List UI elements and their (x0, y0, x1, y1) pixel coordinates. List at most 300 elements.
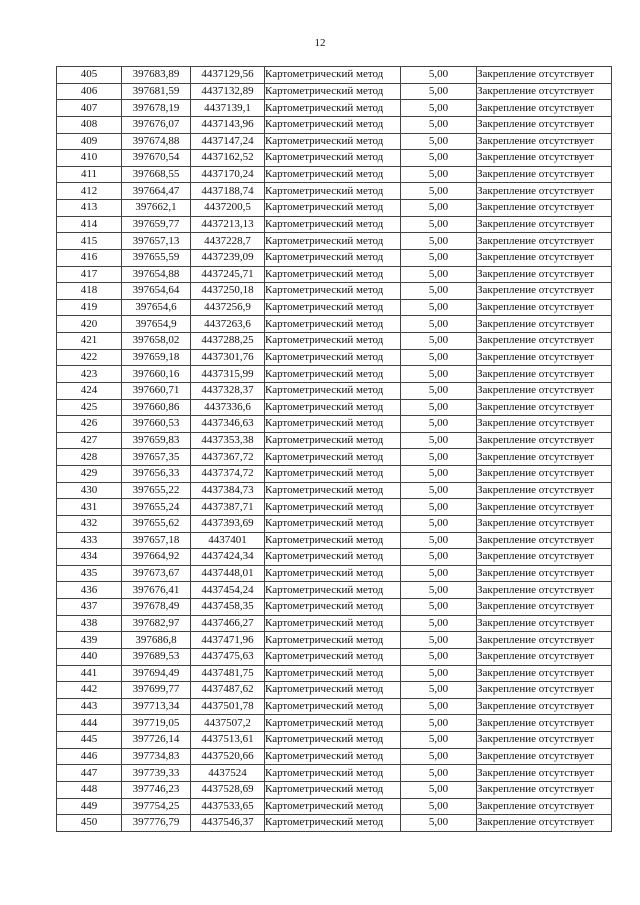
point-number-cell: 414 (57, 216, 122, 233)
table-row (57, 382, 612, 399)
fixation-cell: Закрепление отсутствует (477, 133, 612, 150)
point-number-cell: 436 (57, 582, 122, 599)
table-row (57, 166, 612, 183)
table-row (57, 715, 612, 732)
method-cell: Картометрический метод (265, 665, 401, 682)
table-row (57, 150, 612, 167)
x-coordinate-cell: 397668,55 (122, 166, 191, 183)
fixation-cell: Закрепление отсутствует (477, 798, 612, 815)
point-number-cell: 430 (57, 482, 122, 499)
method-cell: Картометрический метод (265, 366, 401, 383)
y-coordinate-cell: 4437228,7 (191, 233, 265, 250)
method-cell: Картометрический метод (265, 299, 401, 316)
precision-cell: 5,00 (401, 150, 477, 167)
precision-cell: 5,00 (401, 166, 477, 183)
point-number-cell: 406 (57, 83, 122, 100)
precision-cell: 5,00 (401, 183, 477, 200)
x-coordinate-cell: 397776,79 (122, 815, 191, 832)
y-coordinate-cell: 4437454,24 (191, 582, 265, 599)
x-coordinate-cell: 397713,34 (122, 698, 191, 715)
point-number-cell: 446 (57, 748, 122, 765)
y-coordinate-cell: 4437487,62 (191, 682, 265, 699)
y-coordinate-cell: 4437129,56 (191, 67, 265, 84)
table-row (57, 266, 612, 283)
x-coordinate-cell: 397657,35 (122, 449, 191, 466)
precision-cell: 5,00 (401, 266, 477, 283)
x-coordinate-cell: 397664,92 (122, 549, 191, 566)
point-number-cell: 442 (57, 682, 122, 699)
fixation-cell: Закрепление отсутствует (477, 632, 612, 649)
x-coordinate-cell: 397660,86 (122, 399, 191, 416)
y-coordinate-cell: 4437346,63 (191, 416, 265, 433)
point-number-cell: 438 (57, 615, 122, 632)
precision-cell: 5,00 (401, 549, 477, 566)
table-row (57, 482, 612, 499)
y-coordinate-cell: 4437263,6 (191, 316, 265, 333)
point-number-cell: 415 (57, 233, 122, 250)
precision-cell: 5,00 (401, 715, 477, 732)
y-coordinate-cell: 4437132,89 (191, 83, 265, 100)
table-row (57, 83, 612, 100)
y-coordinate-cell: 4437384,73 (191, 482, 265, 499)
x-coordinate-cell: 397673,67 (122, 565, 191, 582)
y-coordinate-cell: 4437424,34 (191, 549, 265, 566)
point-number-cell: 434 (57, 549, 122, 566)
point-number-cell: 433 (57, 532, 122, 549)
y-coordinate-cell: 4437501,78 (191, 698, 265, 715)
fixation-cell: Закрепление отсутствует (477, 166, 612, 183)
method-cell: Картометрический метод (265, 482, 401, 499)
method-cell: Картометрический метод (265, 183, 401, 200)
point-number-cell: 416 (57, 249, 122, 266)
method-cell: Картометрический метод (265, 549, 401, 566)
y-coordinate-cell: 4437213,13 (191, 216, 265, 233)
table-row (57, 515, 612, 532)
point-number-cell: 440 (57, 648, 122, 665)
precision-cell: 5,00 (401, 432, 477, 449)
y-coordinate-cell: 4437200,5 (191, 200, 265, 217)
x-coordinate-cell: 397719,05 (122, 715, 191, 732)
method-cell: Картометрический метод (265, 100, 401, 117)
method-cell: Картометрический метод (265, 599, 401, 616)
y-coordinate-cell: 4437288,25 (191, 333, 265, 350)
fixation-cell: Закрепление отсутствует (477, 266, 612, 283)
method-cell: Картометрический метод (265, 615, 401, 632)
method-cell: Картометрический метод (265, 382, 401, 399)
table-row (57, 582, 612, 599)
method-cell: Картометрический метод (265, 133, 401, 150)
fixation-cell: Закрепление отсутствует (477, 549, 612, 566)
method-cell: Картометрический метод (265, 67, 401, 84)
point-number-cell: 447 (57, 765, 122, 782)
point-number-cell: 412 (57, 183, 122, 200)
x-coordinate-cell: 397682,97 (122, 615, 191, 632)
coordinates-table (56, 66, 612, 832)
table-row (57, 233, 612, 250)
x-coordinate-cell: 397659,18 (122, 349, 191, 366)
table-row (57, 599, 612, 616)
precision-cell: 5,00 (401, 100, 477, 117)
point-number-cell: 435 (57, 565, 122, 582)
precision-cell: 5,00 (401, 333, 477, 350)
fixation-cell: Закрепление отсутствует (477, 648, 612, 665)
table-row (57, 698, 612, 715)
y-coordinate-cell: 4437256,9 (191, 299, 265, 316)
point-number-cell: 409 (57, 133, 122, 150)
method-cell: Картометрический метод (265, 499, 401, 516)
x-coordinate-cell: 397674,88 (122, 133, 191, 150)
y-coordinate-cell: 4437401 (191, 532, 265, 549)
y-coordinate-cell: 4437458,35 (191, 599, 265, 616)
fixation-cell: Закрепление отсутствует (477, 781, 612, 798)
method-cell: Картометрический метод (265, 781, 401, 798)
x-coordinate-cell: 397654,88 (122, 266, 191, 283)
fixation-cell: Закрепление отсутствует (477, 715, 612, 732)
point-number-cell: 410 (57, 150, 122, 167)
method-cell: Картометрический метод (265, 432, 401, 449)
fixation-cell: Закрепление отсутствует (477, 150, 612, 167)
x-coordinate-cell: 397655,62 (122, 515, 191, 532)
precision-cell: 5,00 (401, 283, 477, 300)
y-coordinate-cell: 4437315,99 (191, 366, 265, 383)
fixation-cell: Закрепление отсутствует (477, 698, 612, 715)
fixation-cell: Закрепление отсутствует (477, 100, 612, 117)
precision-cell: 5,00 (401, 532, 477, 549)
coordinates-table-body (57, 67, 612, 832)
y-coordinate-cell: 4437353,38 (191, 432, 265, 449)
x-coordinate-cell: 397734,83 (122, 748, 191, 765)
y-coordinate-cell: 4437524 (191, 765, 265, 782)
y-coordinate-cell: 4437393,69 (191, 515, 265, 532)
point-number-cell: 428 (57, 449, 122, 466)
x-coordinate-cell: 397655,59 (122, 249, 191, 266)
table-row (57, 815, 612, 832)
method-cell: Картометрический метод (265, 582, 401, 599)
method-cell: Картометрический метод (265, 333, 401, 350)
precision-cell: 5,00 (401, 466, 477, 483)
y-coordinate-cell: 4437546,37 (191, 815, 265, 832)
fixation-cell: Закрепление отсутствует (477, 765, 612, 782)
y-coordinate-cell: 4437533,65 (191, 798, 265, 815)
point-number-cell: 413 (57, 200, 122, 217)
method-cell: Картометрический метод (265, 532, 401, 549)
point-number-cell: 407 (57, 100, 122, 117)
table-row (57, 648, 612, 665)
x-coordinate-cell: 397657,18 (122, 532, 191, 549)
table-row (57, 316, 612, 333)
y-coordinate-cell: 4437475,63 (191, 648, 265, 665)
fixation-cell: Закрепление отсутствует (477, 499, 612, 516)
precision-cell: 5,00 (401, 482, 477, 499)
table-row (57, 449, 612, 466)
method-cell: Картометрический метод (265, 715, 401, 732)
point-number-cell: 444 (57, 715, 122, 732)
point-number-cell: 420 (57, 316, 122, 333)
y-coordinate-cell: 4437301,76 (191, 349, 265, 366)
x-coordinate-cell: 397660,53 (122, 416, 191, 433)
table-row (57, 499, 612, 516)
table-row (57, 798, 612, 815)
fixation-cell: Закрепление отсутствует (477, 416, 612, 433)
table-row (57, 632, 612, 649)
precision-cell: 5,00 (401, 748, 477, 765)
x-coordinate-cell: 397726,14 (122, 732, 191, 749)
y-coordinate-cell: 4437513,61 (191, 732, 265, 749)
table-row (57, 748, 612, 765)
table-row (57, 116, 612, 133)
x-coordinate-cell: 397655,24 (122, 499, 191, 516)
x-coordinate-cell: 397681,59 (122, 83, 191, 100)
x-coordinate-cell: 397746,23 (122, 781, 191, 798)
precision-cell: 5,00 (401, 382, 477, 399)
table-row (57, 781, 612, 798)
method-cell: Картометрический метод (265, 116, 401, 133)
x-coordinate-cell: 397662,1 (122, 200, 191, 217)
point-number-cell: 423 (57, 366, 122, 383)
fixation-cell: Закрепление отсутствует (477, 366, 612, 383)
precision-cell: 5,00 (401, 765, 477, 782)
precision-cell: 5,00 (401, 216, 477, 233)
x-coordinate-cell: 397659,83 (122, 432, 191, 449)
method-cell: Картометрический метод (265, 216, 401, 233)
precision-cell: 5,00 (401, 732, 477, 749)
fixation-cell: Закрепление отсутствует (477, 599, 612, 616)
method-cell: Картометрический метод (265, 349, 401, 366)
x-coordinate-cell: 397739,33 (122, 765, 191, 782)
y-coordinate-cell: 4437250,18 (191, 283, 265, 300)
precision-cell: 5,00 (401, 682, 477, 699)
fixation-cell: Закрепление отсутствует (477, 582, 612, 599)
y-coordinate-cell: 4437170,24 (191, 166, 265, 183)
precision-cell: 5,00 (401, 349, 477, 366)
table-row (57, 333, 612, 350)
table-row (57, 732, 612, 749)
table-row (57, 399, 612, 416)
y-coordinate-cell: 4437471,96 (191, 632, 265, 649)
method-cell: Картометрический метод (265, 466, 401, 483)
table-row (57, 299, 612, 316)
y-coordinate-cell: 4437188,74 (191, 183, 265, 200)
method-cell: Картометрический метод (265, 815, 401, 832)
point-number-cell: 426 (57, 416, 122, 433)
table-row (57, 100, 612, 117)
table-row (57, 416, 612, 433)
fixation-cell: Закрепление отсутствует (477, 299, 612, 316)
precision-cell: 5,00 (401, 632, 477, 649)
precision-cell: 5,00 (401, 815, 477, 832)
fixation-cell: Закрепление отсутствует (477, 732, 612, 749)
point-number-cell: 448 (57, 781, 122, 798)
x-coordinate-cell: 397660,71 (122, 382, 191, 399)
fixation-cell: Закрепление отсутствует (477, 815, 612, 832)
fixation-cell: Закрепление отсутствует (477, 748, 612, 765)
y-coordinate-cell: 4437374,72 (191, 466, 265, 483)
y-coordinate-cell: 4437143,96 (191, 116, 265, 133)
precision-cell: 5,00 (401, 200, 477, 217)
point-number-cell: 422 (57, 349, 122, 366)
precision-cell: 5,00 (401, 515, 477, 532)
table-row (57, 133, 612, 150)
y-coordinate-cell: 4437239,09 (191, 249, 265, 266)
table-row (57, 200, 612, 217)
point-number-cell: 418 (57, 283, 122, 300)
fixation-cell: Закрепление отсутствует (477, 532, 612, 549)
x-coordinate-cell: 397676,07 (122, 116, 191, 133)
x-coordinate-cell: 397655,22 (122, 482, 191, 499)
precision-cell: 5,00 (401, 798, 477, 815)
point-number-cell: 443 (57, 698, 122, 715)
precision-cell: 5,00 (401, 399, 477, 416)
method-cell: Картометрический метод (265, 266, 401, 283)
y-coordinate-cell: 4437520,66 (191, 748, 265, 765)
point-number-cell: 445 (57, 732, 122, 749)
point-number-cell: 419 (57, 299, 122, 316)
fixation-cell: Закрепление отсутствует (477, 249, 612, 266)
table-row (57, 249, 612, 266)
precision-cell: 5,00 (401, 249, 477, 266)
x-coordinate-cell: 397654,64 (122, 283, 191, 300)
table-row (57, 466, 612, 483)
x-coordinate-cell: 397670,54 (122, 150, 191, 167)
y-coordinate-cell: 4437245,71 (191, 266, 265, 283)
method-cell: Картометрический метод (265, 283, 401, 300)
fixation-cell: Закрепление отсутствует (477, 382, 612, 399)
table-row (57, 565, 612, 582)
method-cell: Картометрический метод (265, 682, 401, 699)
fixation-cell: Закрепление отсутствует (477, 116, 612, 133)
point-number-cell: 421 (57, 333, 122, 350)
method-cell: Картометрический метод (265, 449, 401, 466)
fixation-cell: Закрепление отсутствует (477, 615, 612, 632)
fixation-cell: Закрепление отсутствует (477, 482, 612, 499)
table-row (57, 432, 612, 449)
method-cell: Картометрический метод (265, 732, 401, 749)
y-coordinate-cell: 4437387,71 (191, 499, 265, 516)
method-cell: Картометрический метод (265, 515, 401, 532)
table-row (57, 216, 612, 233)
precision-cell: 5,00 (401, 449, 477, 466)
precision-cell: 5,00 (401, 599, 477, 616)
fixation-cell: Закрепление отсутствует (477, 183, 612, 200)
x-coordinate-cell: 397659,77 (122, 216, 191, 233)
fixation-cell: Закрепление отсутствует (477, 399, 612, 416)
fixation-cell: Закрепление отсутствует (477, 233, 612, 250)
x-coordinate-cell: 397658,02 (122, 333, 191, 350)
x-coordinate-cell: 397660,16 (122, 366, 191, 383)
precision-cell: 5,00 (401, 582, 477, 599)
point-number-cell: 405 (57, 67, 122, 84)
y-coordinate-cell: 4437147,24 (191, 133, 265, 150)
y-coordinate-cell: 4437336,6 (191, 399, 265, 416)
page-number: 12 (314, 37, 326, 49)
table-row (57, 283, 612, 300)
point-number-cell: 431 (57, 499, 122, 516)
fixation-cell: Закрепление отсутствует (477, 349, 612, 366)
point-number-cell: 408 (57, 116, 122, 133)
fixation-cell: Закрепление отсутствует (477, 316, 612, 333)
method-cell: Картометрический метод (265, 748, 401, 765)
method-cell: Картометрический метод (265, 765, 401, 782)
fixation-cell: Закрепление отсутствует (477, 200, 612, 217)
method-cell: Картометрический метод (265, 233, 401, 250)
fixation-cell: Закрепление отсутствует (477, 83, 612, 100)
precision-cell: 5,00 (401, 133, 477, 150)
precision-cell: 5,00 (401, 116, 477, 133)
point-number-cell: 441 (57, 665, 122, 682)
method-cell: Картометрический метод (265, 632, 401, 649)
method-cell: Картометрический метод (265, 316, 401, 333)
fixation-cell: Закрепление отсутствует (477, 216, 612, 233)
precision-cell: 5,00 (401, 499, 477, 516)
y-coordinate-cell: 4437162,52 (191, 150, 265, 167)
method-cell: Картометрический метод (265, 150, 401, 167)
fixation-cell: Закрепление отсутствует (477, 283, 612, 300)
table-row (57, 765, 612, 782)
x-coordinate-cell: 397689,53 (122, 648, 191, 665)
table-row (57, 67, 612, 84)
point-number-cell: 450 (57, 815, 122, 832)
precision-cell: 5,00 (401, 416, 477, 433)
table-row (57, 682, 612, 699)
method-cell: Картометрический метод (265, 565, 401, 582)
x-coordinate-cell: 397657,13 (122, 233, 191, 250)
y-coordinate-cell: 4437367,72 (191, 449, 265, 466)
precision-cell: 5,00 (401, 781, 477, 798)
point-number-cell: 424 (57, 382, 122, 399)
fixation-cell: Закрепление отсутствует (477, 565, 612, 582)
x-coordinate-cell: 397686,8 (122, 632, 191, 649)
precision-cell: 5,00 (401, 648, 477, 665)
precision-cell: 5,00 (401, 366, 477, 383)
point-number-cell: 427 (57, 432, 122, 449)
table-row (57, 532, 612, 549)
x-coordinate-cell: 397654,9 (122, 316, 191, 333)
y-coordinate-cell: 4437507,2 (191, 715, 265, 732)
fixation-cell: Закрепление отсутствует (477, 333, 612, 350)
y-coordinate-cell: 4437328,37 (191, 382, 265, 399)
fixation-cell: Закрепление отсутствует (477, 67, 612, 84)
x-coordinate-cell: 397676,41 (122, 582, 191, 599)
point-number-cell: 439 (57, 632, 122, 649)
method-cell: Картометрический метод (265, 416, 401, 433)
point-number-cell: 449 (57, 798, 122, 815)
y-coordinate-cell: 4437139,1 (191, 100, 265, 117)
y-coordinate-cell: 4437481,75 (191, 665, 265, 682)
method-cell: Картометрический метод (265, 83, 401, 100)
x-coordinate-cell: 397699,77 (122, 682, 191, 699)
precision-cell: 5,00 (401, 665, 477, 682)
table-row (57, 615, 612, 632)
precision-cell: 5,00 (401, 299, 477, 316)
y-coordinate-cell: 4437448,01 (191, 565, 265, 582)
x-coordinate-cell: 397678,49 (122, 599, 191, 616)
x-coordinate-cell: 397678,19 (122, 100, 191, 117)
method-cell: Картометрический метод (265, 648, 401, 665)
precision-cell: 5,00 (401, 83, 477, 100)
point-number-cell: 432 (57, 515, 122, 532)
point-number-cell: 429 (57, 466, 122, 483)
fixation-cell: Закрепление отсутствует (477, 682, 612, 699)
precision-cell: 5,00 (401, 698, 477, 715)
table-row (57, 366, 612, 383)
fixation-cell: Закрепление отсутствует (477, 432, 612, 449)
precision-cell: 5,00 (401, 233, 477, 250)
fixation-cell: Закрепление отсутствует (477, 665, 612, 682)
method-cell: Картометрический метод (265, 399, 401, 416)
x-coordinate-cell: 397694,49 (122, 665, 191, 682)
fixation-cell: Закрепление отсутствует (477, 449, 612, 466)
x-coordinate-cell: 397683,89 (122, 67, 191, 84)
